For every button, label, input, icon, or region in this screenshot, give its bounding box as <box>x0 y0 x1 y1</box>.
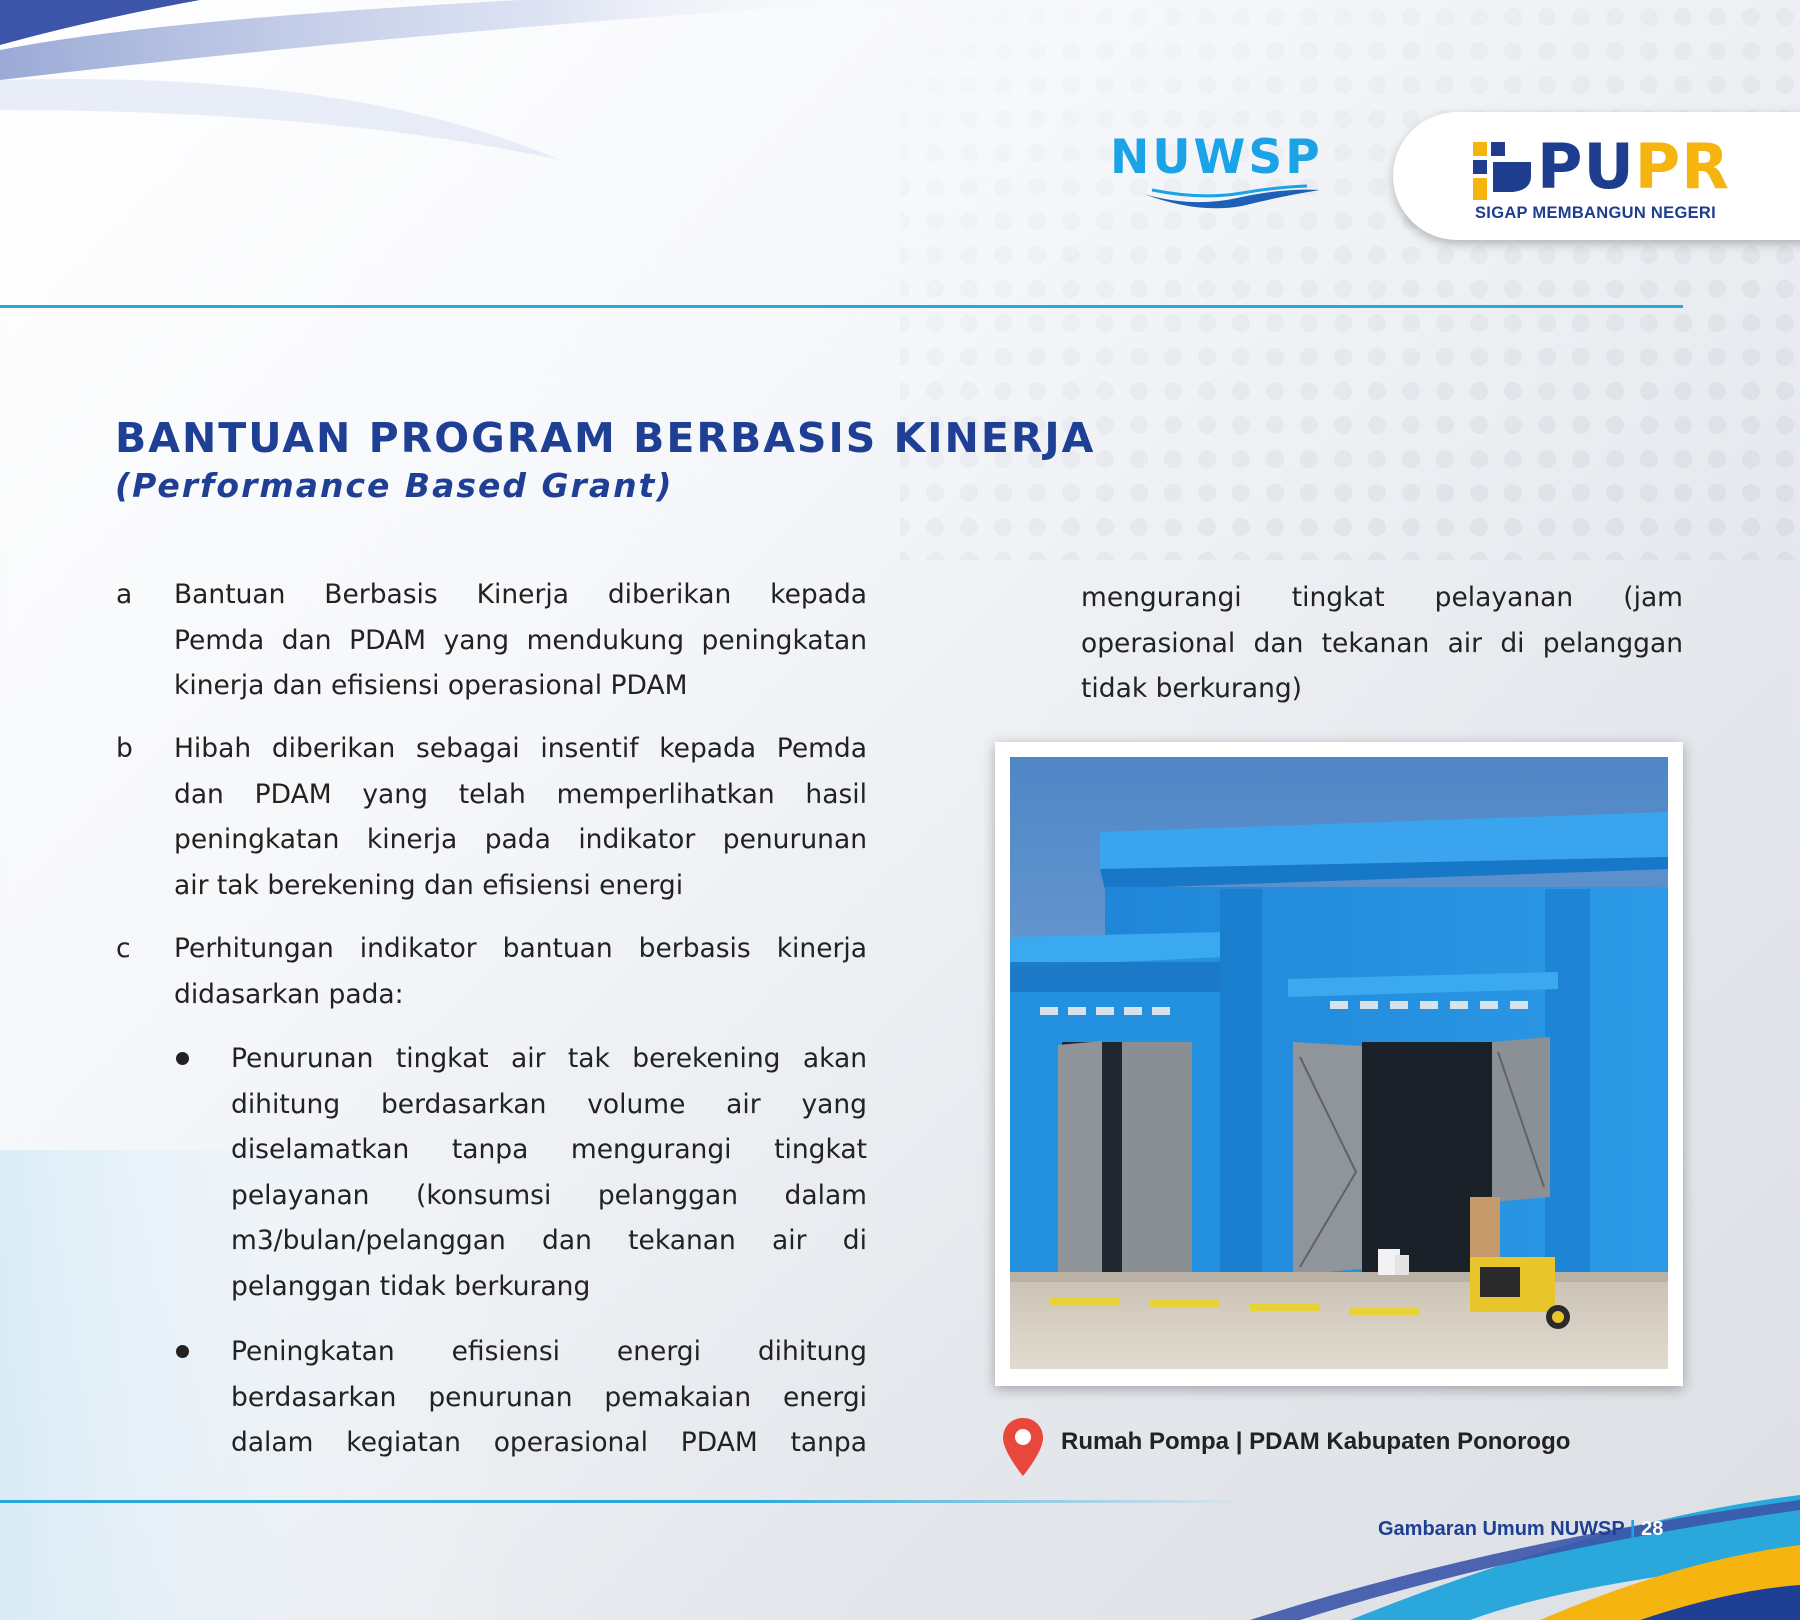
bullet-item-1 <box>231 1036 867 1309</box>
text-line: m3/bulan/pelanggan dan tekanan air di <box>231 1225 867 1256</box>
list-item-c <box>174 926 867 1017</box>
text-line: peningkatan kinerja pada indikator penurunan <box>174 824 867 855</box>
wave-icon <box>1142 184 1322 210</box>
text-line: dalam kegiatan operasional PDAM tanpa <box>231 1427 867 1458</box>
list-item-a <box>174 572 867 709</box>
text-line: berdasarkan penurunan pemakaian energi <box>231 1381 867 1413</box>
nuwsp-logo <box>1110 130 1350 214</box>
location-pin-icon <box>1003 1418 1043 1476</box>
text-line: Pemda dan PDAM yang mendukung peningkatan <box>174 624 867 656</box>
text-line: Perhitungan indikator bantuan berbasis kinerja <box>174 933 867 964</box>
pupr-wordmark-pu: PU <box>1537 130 1635 203</box>
text-line: tidak berkurang) <box>1081 673 1303 704</box>
bullet-dot <box>176 1345 189 1358</box>
text-line: Peningkatan efisiensi energi dihitung <box>231 1336 867 1367</box>
page-number: 28 <box>1641 1518 1664 1540</box>
nuwsp-logo-text: NUWSP <box>1110 130 1323 185</box>
text-line: Hibah diberikan sebagai insentif kepada Pemda <box>174 733 867 764</box>
page-title: BANTUAN PROGRAM BERBASIS KINERJA <box>115 414 1096 462</box>
footer-divider <box>0 1500 1250 1503</box>
item-marker: c <box>116 933 131 964</box>
page-subtitle: (Performance Based Grant) <box>115 466 674 505</box>
text-line: didasarkan pada: <box>174 978 404 1010</box>
text-line: Bantuan Berbasis Kinerja diberikan kepada <box>174 579 867 610</box>
photo-caption: Rumah Pompa | PDAM Kabupaten Ponorogo <box>1061 1428 1571 1455</box>
pump-house-photo <box>1010 757 1668 1369</box>
text-line: dihitung berdasarkan volume air yang <box>231 1088 867 1120</box>
pupr-wordmark <box>1537 130 1730 203</box>
continuation-text <box>1081 575 1683 712</box>
item-marker: b <box>116 733 133 764</box>
footer-separator: | <box>1629 1518 1636 1540</box>
page-footer <box>1378 1518 1663 1541</box>
text-line: operasional dan tekanan air di pelanggan <box>1081 627 1683 659</box>
list-item-b <box>174 726 867 908</box>
item-marker: a <box>116 579 133 610</box>
text-line: mengurangi tingkat pelayanan (jam <box>1081 582 1683 613</box>
text-line: pelayanan (konsumsi pelanggan dalam <box>231 1179 867 1211</box>
header-divider <box>0 305 1683 308</box>
pupr-tagline: SIGAP MEMBANGUN NEGERI <box>1475 204 1716 222</box>
text-line: pelanggan tidak berkurang <box>231 1270 591 1302</box>
pupr-wordmark-pr: PR <box>1634 130 1730 203</box>
text-line: diselamatkan tanpa mengurangi tingkat <box>231 1134 867 1165</box>
pupr-logo <box>1393 112 1800 240</box>
text-line: kinerja dan efisiensi operasional PDAM <box>174 670 688 701</box>
footer-label: Gambaran Umum NUWSP <box>1378 1518 1625 1540</box>
text-line: dan PDAM yang telah memperlihatkan hasil <box>174 778 867 810</box>
photo-frame <box>995 742 1683 1386</box>
text-line: Penurunan tingkat air tak berekening akan <box>231 1043 867 1074</box>
bullet-dot <box>176 1052 189 1065</box>
pupr-emblem-icon <box>1473 142 1535 204</box>
bullet-item-2 <box>231 1329 867 1466</box>
text-line: air tak berekening dan efisiensi energi <box>174 869 684 901</box>
